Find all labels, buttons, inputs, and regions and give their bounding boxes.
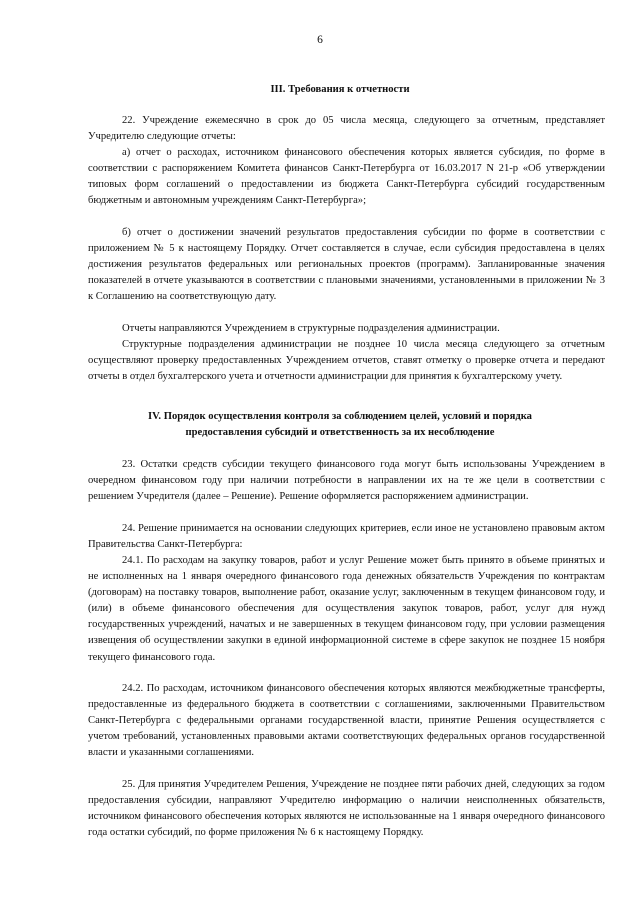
paragraph-24: 24. Решение принимается на основании следующих критериев, если иное не установлено правовым актом Правительства Санкт-Петербурга:	[88, 523, 605, 551]
paragraph-22: 22. Учреждение ежемесячно в срок до 05 числа месяца, следующего за отчетным, представляет Учредителю следующие отчеты:	[88, 115, 605, 143]
paragraph-23: 23. Остатки средств субсидии текущего финансового года могут быть использованы Учреждением в очередном финансовом году при наличии потребности в направлении их на те же цели в соответствии с решением Учредителя (далее – Решение). Решение оформляется распоряжением администрации.	[88, 459, 605, 503]
section-3-heading: III. Требования к отчетности	[270, 84, 410, 95]
section-4-heading-line-2: предоставления субсидий и ответственность за их несоблюдение	[185, 427, 495, 438]
paragraph-25: 25. Для принятия Учредителем Решения, Учреждение не позднее пяти рабочих дней, следующих за годом предоставления субсидии, направляют Учредителю информацию о наличии неисполненных обязательств, источником финансового обеспечения которых являются не использованные на 1 января очередного финансового года остатки субсидий, по форме приложения № 6 к настоящему Порядку.	[88, 779, 605, 839]
paragraph-reports-sent: Отчеты направляются Учреждением в структурные подразделения администрации.	[122, 323, 500, 334]
section-4-heading-line-1: IV. Порядок осуществления контроля за соблюдением целей, условий и порядка	[148, 411, 532, 422]
paragraph-structural-check: Структурные подразделения администрации не позднее 10 числа месяца следующего за отчетным осуществляют проверку предоставленных Учреждением отчетов, ставят отметку о проверке отчета и передают отчеты в отдел бухгалтерского учета и отчетности администрации для принятия к бухгалтерскому учету.	[88, 339, 605, 383]
paragraph-24-2: 24.2. По расходам, источником финансового обеспечения которых являются межбюджетные трансферты, предоставленные из федерального бюджета в соответствии с соглашениями, заключенными Правительством Санкт-Петербурга с федеральными органами государственной власти, принятие Решения осуществляется с учетом требований, установленных правовыми актами соответствующих федеральных органов государственной власти и указанными соглашениями.	[88, 683, 605, 759]
paragraph-22b: б) отчет о достижении значений результатов предоставления субсидии по форме в соответствии с приложением № 5 к настоящему Порядку. Отчет составляется в случае, если субсидия предоставлена в целях достижения результатов федеральных или региональных проектов (программ). Запланированные значения показателей в отчете указываются в соответствии с плановыми значениями, установленными в приложении № 3 к Соглашению на соответствующую дату.	[88, 227, 605, 303]
paragraph-22a: а) отчет о расходах, источником финансового обеспечения которых является субсидия, по форме в соответствии с распоряжением Комитета финансов Санкт-Петербурга от 16.03.2017 N 21-р «Об утверждении типовых форм соглашений о предоставлении из бюджета Санкт-Петербурга субсидий государственным бюджетным и автономным учреждениям Санкт-Петербурга»;	[88, 147, 605, 207]
paragraph-24-1: 24.1. По расходам на закупку товаров, работ и услуг Решение может быть принято в объеме принятых и не исполненных на 1 января очередного финансового года денежных обязательств Учреждения по контрактам (договорам) на поставку товаров, выполнение работ, оказание услуг, заключенным в текущем финансовом году, и (или) в объеме финансового обеспечения для осуществления закупок товаров, работ, услуг для нужд государственных учреждений, начатых и не завершенных в текущем финансовом году, при условии размещения извещения об осуществлении закупки в единой информационной системе в сфере закупок не позднее 15 ноября текущего финансового года.	[88, 555, 605, 663]
page-number: 6	[317, 34, 323, 46]
